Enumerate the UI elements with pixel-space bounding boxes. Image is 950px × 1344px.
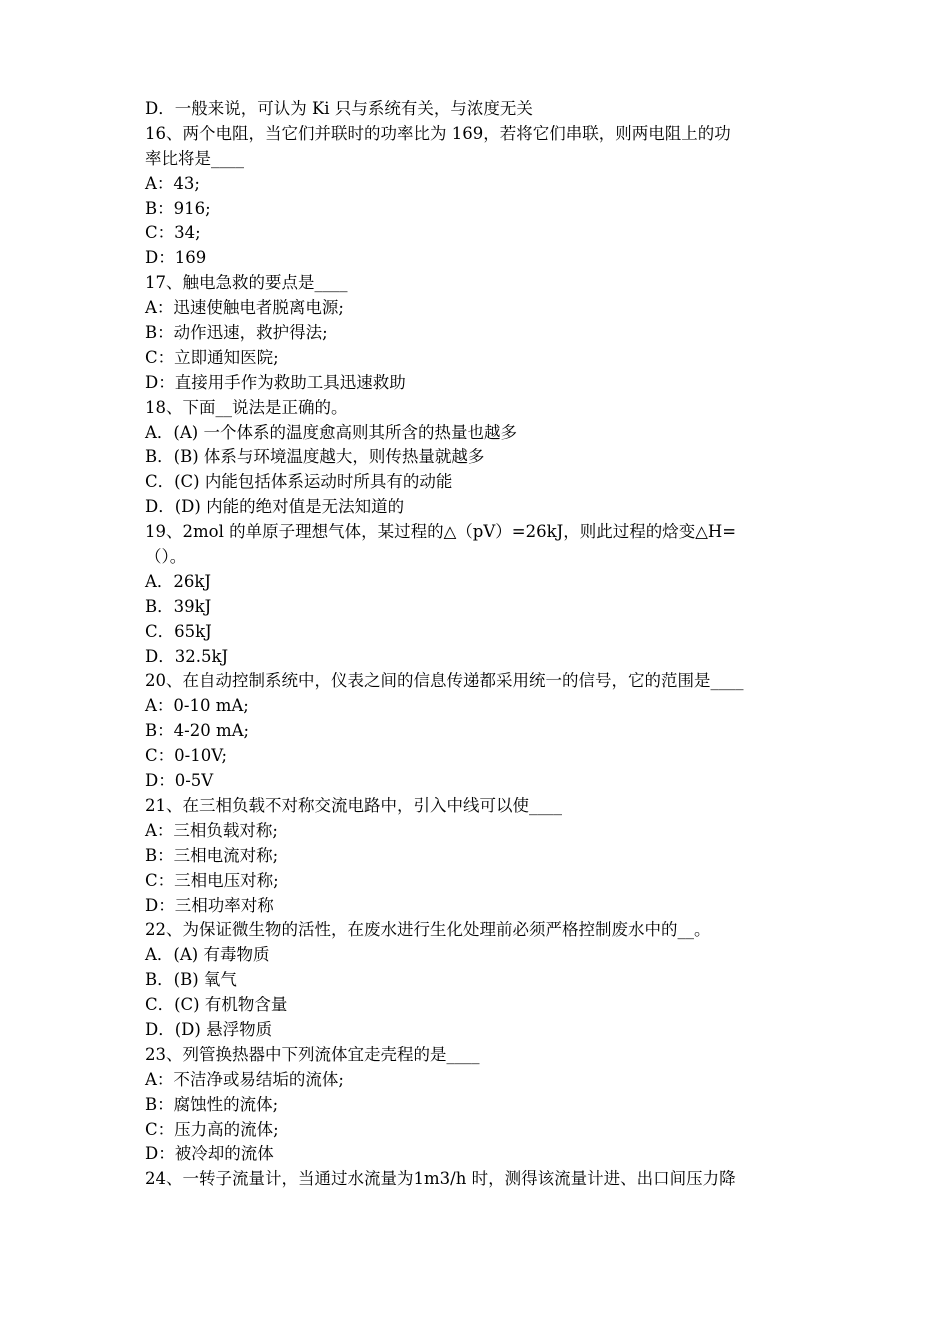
text-line: D：直接用手作为救助工具迅速救助 bbox=[145, 372, 406, 392]
text-line: B：腐蚀性的流体; bbox=[145, 1094, 279, 1114]
text-line: C．(C) 有机物含量 bbox=[145, 995, 288, 1015]
text-line: A：不洁净或易结垢的流体; bbox=[145, 1069, 344, 1089]
text-line: C：0-10V; bbox=[145, 746, 228, 766]
text-line: B．(B) 体系与环境温度越大，则传热量就越多 bbox=[145, 447, 485, 467]
text-line: 23、列管换热器中下列流体宜走壳程的是____ bbox=[145, 1044, 480, 1064]
text-line: D：三相功率对称 bbox=[145, 895, 274, 915]
text-line: A．(A) 一个体系的温度愈高则其所含的热量也越多 bbox=[145, 422, 517, 442]
text-line: B：916; bbox=[145, 198, 211, 218]
text-line: D．32.5kJ bbox=[145, 646, 229, 666]
text-line: D．一般来说，可认为 Ki 只与系统有关，与浓度无关 bbox=[145, 99, 533, 118]
text-line: 24、一转子流量计，当通过水流量为1m3/h 时，测得该流量计进、出口间压力降 bbox=[145, 1169, 736, 1189]
text-line: B：动作迅速，救护得法; bbox=[145, 323, 328, 343]
text-line: B．39kJ bbox=[145, 596, 212, 616]
text-line: 18、下面__说法是正确的。 bbox=[145, 397, 348, 417]
text-line: C：压力高的流体; bbox=[145, 1119, 279, 1139]
text-line: A．26kJ bbox=[145, 571, 212, 591]
text-line: 20、在自动控制系统中，仪表之间的信息传递都采用统一的信号，它的范围是____ bbox=[145, 671, 744, 691]
text-line: B：4-20 mA; bbox=[145, 721, 250, 741]
text-line: （）。 bbox=[145, 547, 187, 567]
text-line: D．(D) 内能的绝对值是无法知道的 bbox=[145, 497, 405, 517]
text-line: A．(A) 有毒物质 bbox=[145, 945, 270, 965]
text-line: D：被冷却的流体 bbox=[145, 1144, 274, 1164]
text-line: B．(B) 氧气 bbox=[145, 970, 237, 990]
text-line: 22、为保证微生物的活性，在废水进行生化处理前必须严格控制废水中的__。 bbox=[145, 920, 711, 940]
text-line: D：0-5V bbox=[145, 771, 214, 791]
question-text-body bbox=[145, 97, 815, 1192]
text-line: 21、在三相负载不对称交流电路中，引入中线可以使____ bbox=[145, 795, 562, 815]
text-line: C：34; bbox=[145, 223, 201, 243]
text-line: 16、两个电阻，当它们并联时的功率比为 169，若将它们串联，则两电阻上的功 bbox=[145, 123, 731, 143]
text-line: 17、触电急救的要点是____ bbox=[145, 273, 348, 293]
text-line: D：169 bbox=[145, 248, 207, 268]
text-line: B：三相电流对称; bbox=[145, 845, 279, 865]
text-line: D．(D) 悬浮物质 bbox=[145, 1019, 273, 1039]
text-line: C．(C) 内能包括体系运动时所具有的动能 bbox=[145, 472, 453, 492]
text-line: A：43; bbox=[145, 173, 200, 193]
text-line: A：三相负载对称; bbox=[145, 820, 278, 840]
text-line: 率比将是____ bbox=[145, 148, 244, 168]
text-line: A：0-10 mA; bbox=[145, 696, 249, 716]
text-line: C．65kJ bbox=[145, 621, 212, 641]
text-line: C：三相电压对称; bbox=[145, 870, 279, 890]
text-line: A：迅速使触电者脱离电源; bbox=[145, 298, 344, 318]
text-line: C：立即通知医院; bbox=[145, 347, 279, 367]
text-line: 19、2mol 的单原子理想气体，某过程的△（pV）=26kJ，则此过程的焓变△H= bbox=[145, 522, 737, 542]
